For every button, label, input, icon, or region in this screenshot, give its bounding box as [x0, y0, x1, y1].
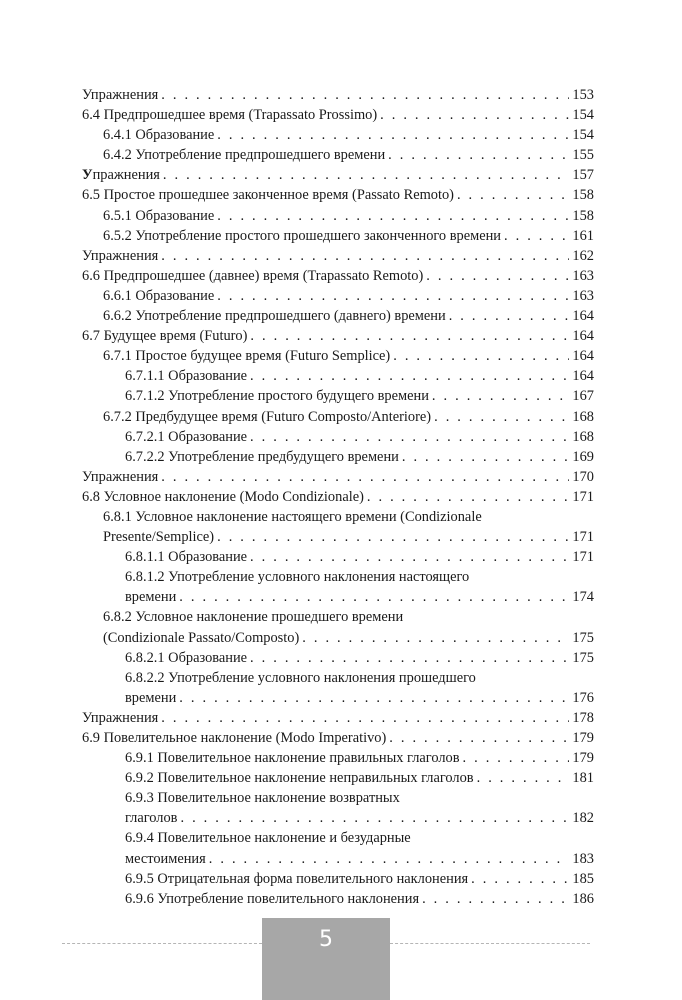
- toc-entry-page: 162: [572, 247, 594, 264]
- toc-dot-leader: [250, 366, 569, 386]
- toc-entry-page: 176: [572, 689, 594, 706]
- toc-dot-leader: [209, 849, 569, 869]
- toc-entry-title: 6.5.1 Образование: [103, 207, 215, 224]
- toc-entry[interactable]: [82, 849, 594, 869]
- toc-dot-leader: [457, 185, 569, 205]
- toc-entry[interactable]: [82, 246, 594, 266]
- toc-dot-leader: [250, 427, 569, 447]
- toc-entry-page: 164: [572, 368, 594, 385]
- toc-entry[interactable]: [82, 326, 594, 346]
- toc-dot-leader: [434, 407, 569, 427]
- toc-entry-title: (Condizionale Passato/Composto): [103, 629, 300, 646]
- toc-entry-page: 170: [572, 468, 594, 485]
- toc-entry[interactable]: [82, 427, 594, 447]
- toc-dot-leader: [217, 125, 569, 145]
- toc-entry[interactable]: [82, 185, 594, 205]
- toc-dot-leader: [179, 587, 569, 607]
- toc-entry-page: 163: [572, 287, 594, 304]
- toc-entry-page: 179: [572, 750, 594, 767]
- toc-entry-page: 178: [572, 709, 594, 726]
- toc-entry-title: Упражнения: [82, 247, 159, 264]
- toc-entry-title: 6.4.2 Употребление предпрошедшего времени: [103, 147, 386, 164]
- toc-entry-page: 171: [572, 529, 594, 546]
- toc-dot-leader: [250, 326, 569, 346]
- toc-dot-leader: [217, 527, 569, 547]
- toc-entry[interactable]: [82, 708, 594, 728]
- toc-entry-title: 6.8.1.1 Образование: [125, 549, 248, 566]
- toc-entry[interactable]: [82, 145, 594, 165]
- table-of-contents: [82, 85, 594, 909]
- toc-entry-page: 171: [572, 488, 594, 505]
- toc-entry-page: 161: [572, 227, 594, 244]
- toc-entry[interactable]: [82, 587, 594, 607]
- toc-entry[interactable]: [82, 346, 594, 366]
- toc-entry[interactable]: [82, 728, 594, 748]
- toc-entry[interactable]: [82, 648, 594, 668]
- toc-entry-title: 6.5 Простое прошедшее законченное время (Passato Remoto): [82, 187, 454, 204]
- toc-entry-title: 6.7.1.1 Образование: [125, 368, 248, 385]
- toc-dot-leader: [380, 105, 569, 125]
- toc-dot-leader: [302, 628, 569, 648]
- toc-entry[interactable]: [82, 386, 594, 406]
- toc-dot-leader: [432, 386, 569, 406]
- toc-entry-title: местоимения: [125, 850, 206, 867]
- toc-entry[interactable]: [82, 306, 594, 326]
- toc-entry-page: 182: [572, 810, 594, 827]
- toc-entry-page: 164: [572, 308, 594, 325]
- toc-entry[interactable]: [82, 628, 594, 648]
- toc-dot-leader: [161, 467, 569, 487]
- toc-dot-leader: [393, 346, 569, 366]
- toc-entry-title: 6.4.1 Образование: [103, 127, 215, 144]
- toc-entry[interactable]: [82, 527, 594, 547]
- toc-entry-page: 175: [572, 629, 594, 646]
- toc-entry-title: Упражнения: [82, 468, 159, 485]
- toc-entry-heading: 6.8.2 Условное наклонение прошедшего времени: [103, 609, 404, 626]
- toc-dot-leader: [471, 869, 569, 889]
- toc-entry[interactable]: [82, 206, 594, 226]
- toc-entry-page: 154: [572, 107, 594, 124]
- toc-entry-heading: 6.9.3 Повелительное наклонение возвратных: [125, 790, 400, 807]
- toc-dot-leader: [422, 889, 569, 909]
- toc-entry-page: 153: [572, 87, 594, 103]
- toc-entry[interactable]: [82, 226, 594, 246]
- toc-entry-page: 175: [572, 649, 594, 666]
- toc-entry-page: 169: [572, 448, 594, 465]
- toc-entry[interactable]: [82, 748, 594, 768]
- toc-entry-page: 164: [572, 328, 594, 345]
- toc-dot-leader: [388, 145, 569, 165]
- toc-entry[interactable]: [82, 165, 594, 185]
- page-number-box: [262, 918, 390, 1000]
- toc-entry-title: 6.9 Повелительное наклонение (Modo Imperativo): [82, 730, 387, 746]
- toc-entry-title: 6.9.5 Отрицательная форма повелительного наклонения: [125, 870, 469, 887]
- toc-entry-heading: 6.8.1 Условное наклонение настоящего времени (Condizionale: [103, 508, 482, 525]
- toc-entry-title: 6.7.1 Простое будущее время (Futuro Semplice): [103, 348, 391, 365]
- toc-entry-title: 6.9.6 Употребление повелительного наклонения: [125, 890, 420, 907]
- toc-entry-page: 154: [572, 127, 594, 144]
- toc-dot-leader: [217, 206, 569, 226]
- toc-entry[interactable]: [82, 105, 594, 125]
- footer-dashed-line-left: [62, 943, 262, 944]
- toc-entry-heading: 6.9.4 Повелительное наклонение и безударные: [125, 830, 411, 847]
- toc-entry-page: 174: [572, 589, 594, 606]
- toc-dot-leader: [250, 648, 569, 668]
- toc-entry-title: Упражнения: [82, 709, 159, 726]
- toc-entry-title: 6.6 Предпрошедшее (давнее) время (Trapassato Remoto): [82, 267, 424, 284]
- toc-entry-page: 183: [572, 850, 594, 867]
- toc-entry-page: 158: [572, 207, 594, 224]
- toc-dot-leader: [402, 447, 569, 467]
- page-number: 5: [319, 927, 333, 952]
- toc-entry[interactable]: [82, 85, 594, 105]
- toc-entry-page: 167: [572, 388, 594, 405]
- toc-entry-title: глаголов: [125, 810, 178, 827]
- toc-dot-leader: [367, 487, 569, 507]
- toc-entry[interactable]: [82, 447, 594, 467]
- toc-entry-title: 6.9.1 Повелительное наклонение правильных глаголов: [125, 750, 460, 767]
- toc-entry[interactable]: [82, 808, 594, 828]
- toc-entry-title: Упражнения: [82, 167, 160, 184]
- toc-entry[interactable]: [82, 889, 594, 909]
- toc-entry-page: 158: [572, 187, 594, 204]
- toc-dot-leader: [217, 286, 569, 306]
- toc-entry-title: 6.4 Предпрошедшее время (Trapassato Prossimo): [82, 107, 378, 124]
- toc-dot-leader: [250, 547, 569, 567]
- toc-dot-leader: [180, 808, 569, 828]
- toc-dot-leader: [449, 306, 569, 326]
- toc-entry-page: 155: [572, 147, 594, 164]
- toc-entry-title: 6.8 Условное наклонение (Modo Condizionale): [82, 488, 364, 505]
- toc-entry-title: времени: [125, 589, 177, 606]
- toc-entry-heading: 6.8.1.2 Употребление условного наклонения настоящего: [125, 569, 470, 586]
- toc-entry-initial: У: [82, 167, 93, 184]
- toc-entry[interactable]: [82, 286, 594, 306]
- page-footer: [0, 918, 682, 1000]
- toc-entry-title: 6.6.1 Образование: [103, 287, 215, 304]
- toc-entry-title: 6.9.2 Повелительное наклонение неправильных глаголов: [125, 770, 474, 787]
- toc-dot-leader: [504, 226, 569, 246]
- toc-entry-page: 164: [572, 348, 594, 365]
- toc-entry-title: 6.6.2 Употребление предпрошедшего (давнего) времени: [103, 308, 446, 325]
- toc-entry-page: 179: [572, 730, 594, 746]
- toc-entry-page: 186: [572, 890, 594, 907]
- toc-entry-title: времени: [125, 689, 177, 706]
- toc-entry[interactable]: [82, 547, 594, 567]
- toc-entry-title: 6.7.1.2 Употребление простого будущего времени: [125, 388, 429, 405]
- toc-entry-page: 171: [572, 549, 594, 566]
- toc-entry-page: 181: [572, 770, 594, 787]
- toc-entry[interactable]: [82, 407, 594, 427]
- toc-entry-title: Presente/Semplice): [103, 529, 215, 546]
- toc-dot-leader: [161, 246, 569, 266]
- toc-dot-leader: [463, 748, 569, 768]
- toc-entry-title: 6.7.2.1 Образование: [125, 428, 248, 445]
- toc-entry[interactable]: [82, 688, 594, 708]
- toc-entry-title: 6.7.2.2 Употребление предбудущего времени: [125, 448, 399, 465]
- toc-entry[interactable]: [82, 487, 594, 507]
- toc-entry-title: 6.5.2 Употребление простого прошедшего законченного времени: [103, 227, 502, 244]
- toc-entry[interactable]: [82, 366, 594, 386]
- toc-dot-leader: [179, 688, 569, 708]
- toc-dot-leader: [389, 728, 569, 748]
- toc-entry-page: 185: [572, 870, 594, 887]
- toc-entry-page: 163: [572, 267, 594, 284]
- toc-dot-leader: [161, 708, 569, 728]
- toc-entry-title: 6.8.2.1 Образование: [125, 649, 248, 666]
- toc-entry-title: 6.7.2 Предбудущее время (Futuro Composto/Anteriore): [103, 408, 432, 425]
- footer-dashed-line-right: [390, 943, 590, 944]
- toc-entry-page: 168: [572, 408, 594, 425]
- toc-dot-leader: [163, 165, 569, 185]
- toc-entry[interactable]: [82, 125, 594, 145]
- toc-entry-page: 168: [572, 428, 594, 445]
- toc-dot-leader: [161, 85, 569, 105]
- toc-entry[interactable]: [82, 266, 594, 286]
- toc-entry[interactable]: [82, 467, 594, 487]
- toc-entry-page: 157: [572, 167, 594, 184]
- toc-entry-title: Упражнения: [82, 87, 159, 103]
- toc-entry-title: 6.7 Будущее время (Futuro): [82, 328, 248, 345]
- toc-dot-leader: [426, 266, 569, 286]
- toc-entry[interactable]: [82, 768, 594, 788]
- toc-entry[interactable]: [82, 869, 594, 889]
- toc-entry-heading: 6.8.2.2 Употребление условного наклонения прошедшего: [125, 669, 476, 686]
- toc-dot-leader: [477, 768, 569, 788]
